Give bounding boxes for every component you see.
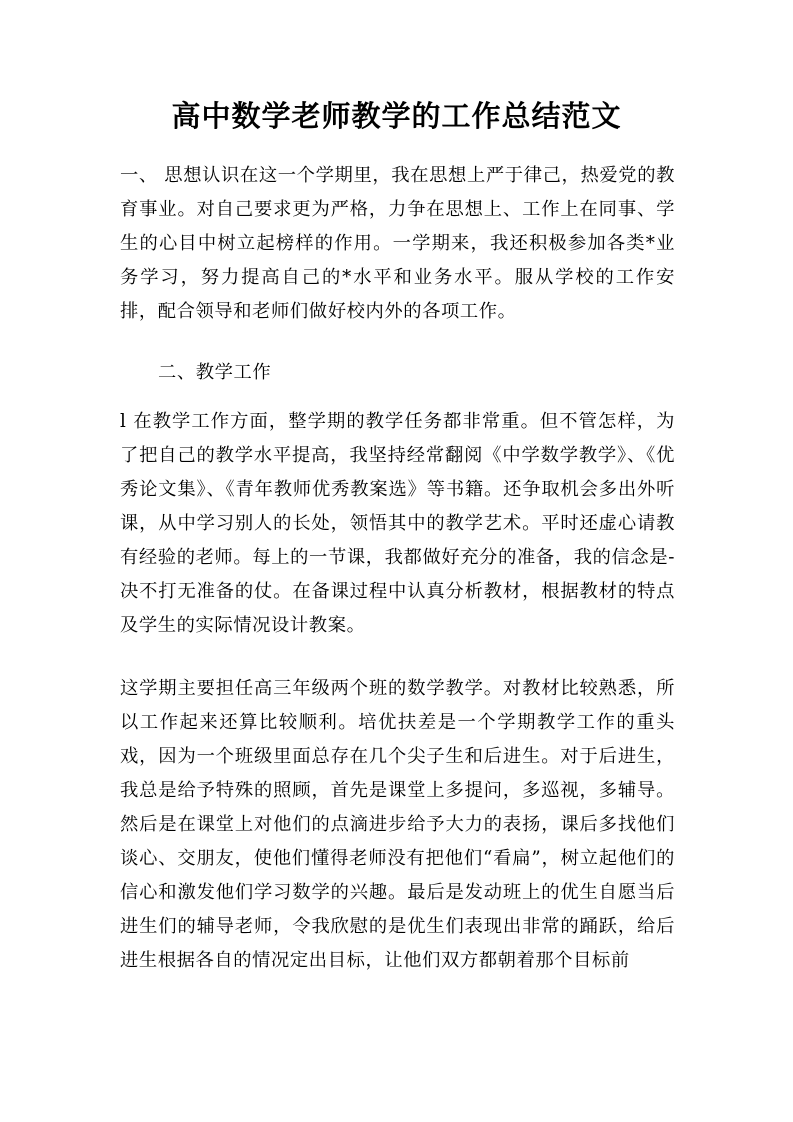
paragraph-thinking: 一、 思想认识在这一个学期里，我在思想上严于律己，热爱党的教育事业。对自己要求更为严格，力争在思想上、工作上在同事、学生的心目中树立起榜样的作用。一学期来，我还积极参加各类*业务学习，努力提高自己的*水平和业务水平。服从学校的工作安排，配合领导和老师们做好校内外的各项工作。: [120, 165, 675, 322]
section-heading-teaching-work: 二、教学工作: [158, 362, 272, 383]
document-title: 高中数学老师教学的工作总结范文: [171, 99, 622, 133]
paragraph-class-teaching: 这学期主要担任高三年级两个班的数学教学。对教材比较熟悉，所以工作起来还算比较顺利。培优扶差是一个学期教学工作的重头戏，因为一个班级里面总存在几个尖子生和后进生。对于后进生，我总是给予特殊的照顾，首先是课堂上多提问，多巡视，多辅导。然后是在课堂上对他们的点滴进步给予大力的表扬，课后多找他们谈心、交朋友，使他们懂得老师没有把他们“看扁”，树立起他们的信心和激发他们学习数学的兴趣。最后是发动班上的优生自愿当后进生们的辅导老师，令我欣慰的是优生们表现出非常的踊跃，给后进生根据各自的情况定出目标，让他们双方都朝着那个目标前: [120, 678, 675, 971]
paragraph-teaching-work: l 在教学工作方面，整学期的教学任务都非常重。但不管怎样，为了把自己的教学水平提高，我坚持经常翻阅《中学数学教学》、《优秀论文集》、《青年教师优秀教案选》等书籍。还争取机会多出外听课，从中学习别人的长处，领悟其中的教学艺术。平时还虚心请教有经验的老师。每上的一节课，我都做好充分的准备，我的信念是-决不打无准备的仗。在备课过程中认真分析教材，根据教材的特点及学生的实际情况设计教案。: [120, 411, 675, 636]
